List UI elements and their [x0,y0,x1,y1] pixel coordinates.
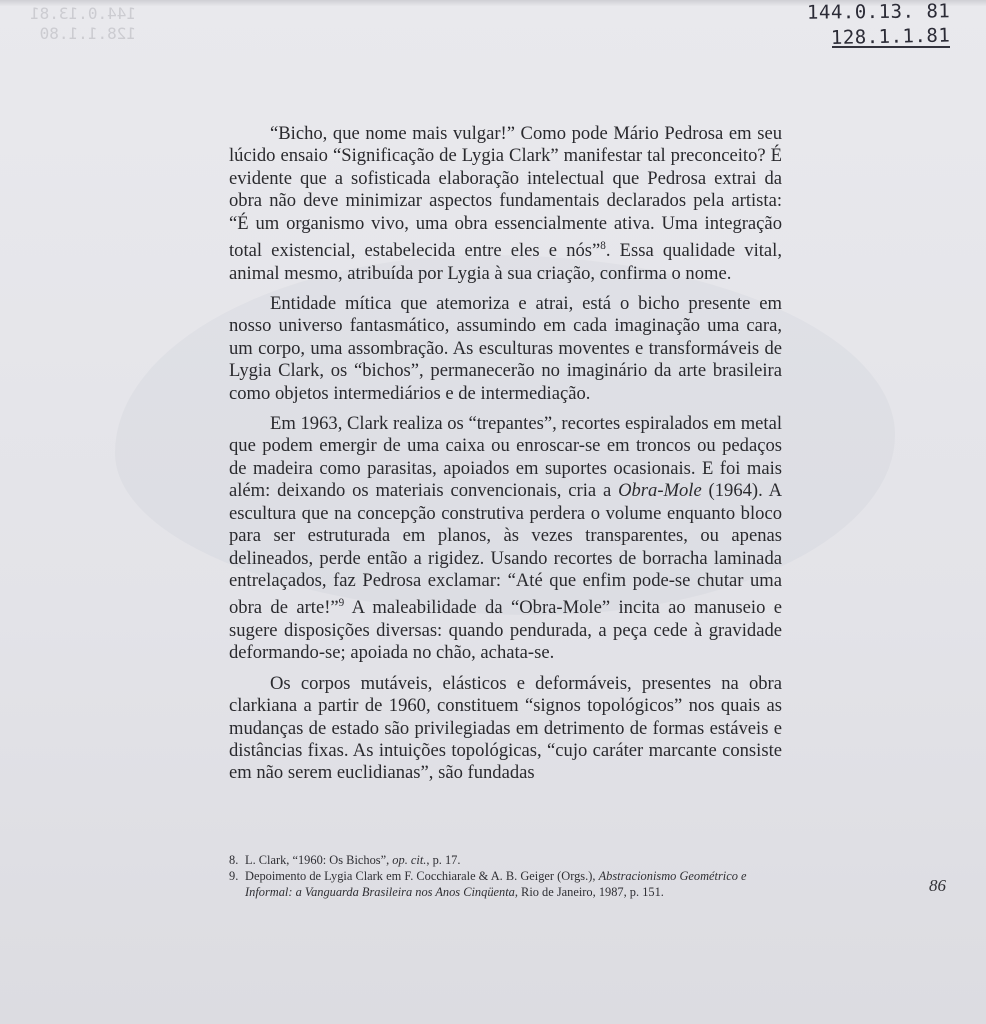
text-run: L. Clark, “1960: Os Bichos”, [245,853,393,867]
text-run: “Bicho, que nome mais vulgar!” Como pode Mário Pedrosa em seu lúcido ensaio “Significação de Lygia Clark” manifestar tal preconceito? É evidente que a sofisticada elaboração intelectual que Pedrosa extrai da obra não deve minimizar aspectos fundamentais declarados pela artista: “É um organismo vivo, uma obra essencialmente ativa. Uma integração total existencial, estabelecida entre eles e nós” [229,123,782,262]
italic-text: Abstracionismo Geométrico e Informal: a Vanguarda Brasileira nos Anos Cinqüenta [245,869,747,899]
text-run: Depoimento de Lygia Clark em F. Cocchiarale & A. B. Geiger (Orgs.), [245,869,599,883]
footnote-text [245,852,785,868]
bleed-line-1: 144.0.13.81 [30,4,136,23]
footnote [229,868,785,900]
handwritten-annotation [807,0,950,48]
text-run: A maleabilidade da “Obra-Mole” incita ao manuseio e sugere disposições diversas: quando pendurada, a peça cede à gravidade deformando-se; apoiada no chão, achata-se. [229,597,782,664]
text-run: Os corpos mutáveis, elásticos e deformáveis, presentes na obra clarkiana a partir de 1960, constituem “signos topológicos” nos quais as mudanças de estado são privilegiadas em detrimento de formas estáveis e distâncias fixas. As intuições topológicas, “cujo caráter marcante consiste em não serem euclidianas”, são fundadas [229,672,782,784]
footnote-number: 9. [229,869,239,883]
footnote-reference: 9 [338,597,345,610]
footnote-number: 8. [229,853,239,867]
footnote-text [245,868,785,900]
text-run: , p. 17. [426,853,461,867]
annotation-line-2: 128.1.1.81 [830,24,951,49]
italic-text: Obra-Mole [618,480,702,502]
text-run: (1964). A escultura que na concepção construtiva perdera o volume enquanto bloco para ser estruturada em planos, às vezes transparentes, ou apenas delineados, perde então a rigidez. Usando recortes de borracha laminada entrelaçados, faz Pedrosa exclamar: “Até que enfim pode-se chutar uma obra de arte!” [229,480,782,619]
paragraph [229,123,782,285]
footnote [229,852,785,868]
italic-text: op. cit. [392,853,427,867]
text-run: Entidade mítica que atemoriza e atrai, está o bicho presente em nosso universo fantasmático, assumindo em cada imaginação uma cara, um corpo, uma assombração. As esculturas moventes e transformáveis de Lygia Clark, os “bichos”, permanecerão no imaginário da arte brasileira como objetos intermediários e de intermediação. [229,293,782,404]
text-run: Em 1963, Clark realiza os “trepantes”, recortes espiralados em metal que podem emergir de uma caixa ou enroscar-se em troncos ou pedaços de madeira como parasitas, apoiados em suportes ocasionais. E foi mais além: deixando os materiais convencionais, cria a [229,413,782,502]
footnote-reference: 8 [600,240,606,253]
paragraph [229,673,782,785]
text-run: . Essa qualidade vital, animal mesmo, atribuída por Lygia à sua criação, confirma o nome. [229,240,782,284]
page-number: 86 [929,876,946,895]
paragraph [229,293,782,405]
annotation-line-1: 144.0.13. 81 [806,0,951,24]
footnotes [229,852,785,900]
body-text [229,123,782,793]
bleed-through-annotation [30,4,136,44]
bleed-line-2: 128.1.1.80 [39,24,136,43]
paragraph [229,413,782,665]
text-run: , Rio de Janeiro, 1987, p. 151. [514,885,664,899]
